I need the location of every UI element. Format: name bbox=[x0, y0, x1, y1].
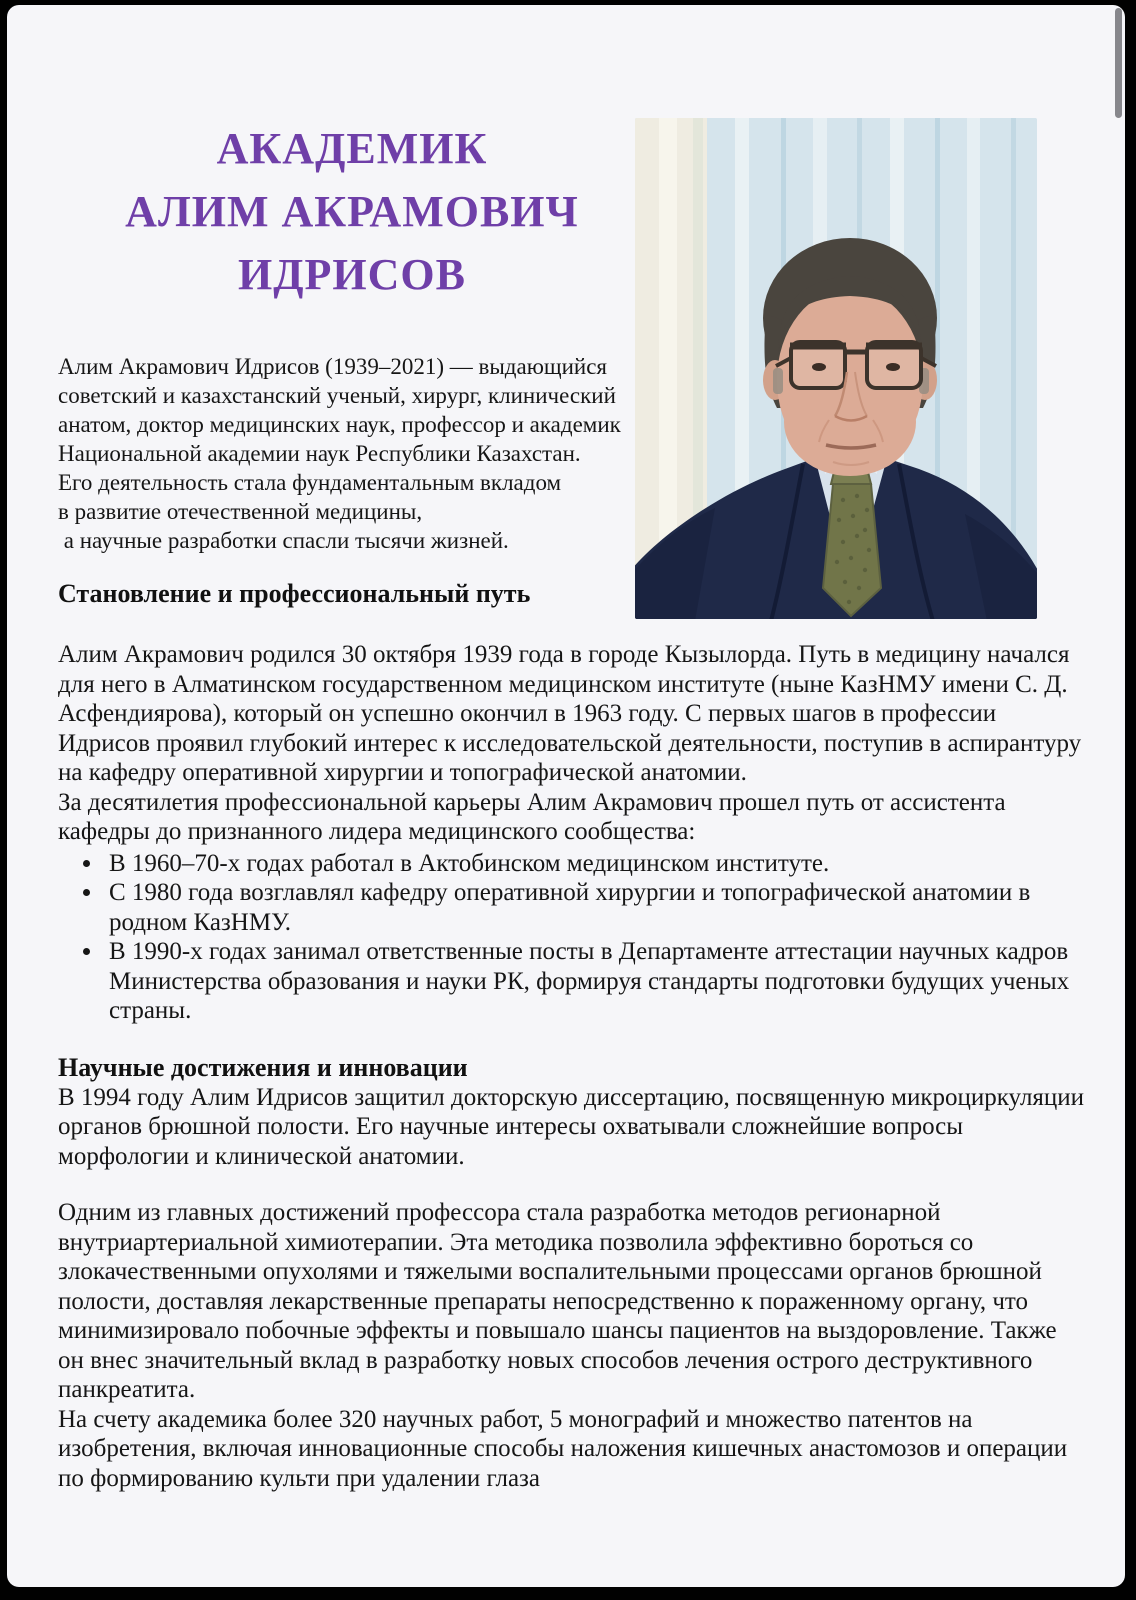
intro-line: Алим Акрамович Идрисов (1939–2021) — выдающийся bbox=[58, 354, 608, 379]
paragraph-science-2: Одним из главных достижений профессора стала разработка методов регионарной внутриартериальной химиотерапии. Эта методика позволила эффективно бороться со злокачественными опухолями и тяжелыми воспалительными процессами органов брюшной полости, доставляя лекарственные препараты непосредственно к пораженному органу, что минимизировало побочные эффекты и повышало шансы пациентов на выздоровление. Также он внес значительный вклад в разработку новых способов лечения острого деструктивного панкреатита. bbox=[58, 1199, 1057, 1403]
section-heading-career: Становление и профессиональный путь bbox=[58, 579, 531, 608]
intro-line: в развитие отечественной медицины, bbox=[58, 499, 423, 524]
vertical-scrollbar-thumb[interactable] bbox=[1115, 8, 1122, 118]
portrait-photo-art bbox=[635, 118, 1037, 619]
paragraph-science-3: На счету академика более 320 научных работ, 5 монографий и множество патентов на изобретения, включая инновационные способы наложения кишечных анастомозов и операции по формированию культи при удалении глаза bbox=[58, 1405, 1068, 1492]
paragraph-science-1: В 1994 году Алим Идрисов защитил докторскую диссертацию, посвященную микроциркуляции органов брюшной полости. Его научные интересы охватывали сложнейшие вопросы морфологии и клинической анатомии. bbox=[58, 1083, 1085, 1170]
intro-paragraph bbox=[58, 352, 628, 555]
document-page bbox=[7, 5, 1125, 1587]
page-title-line: АЛИМ АКРАМОВИЧ bbox=[125, 187, 579, 236]
section-heading-science: Научные достижения и инновации bbox=[58, 1052, 468, 1082]
intro-line: а научные разработки спасли тысячи жизней. bbox=[58, 528, 509, 553]
portrait-photo bbox=[635, 118, 1037, 619]
page-title bbox=[52, 117, 652, 306]
intro-line: советский и казахстанский ученый, хирург, клинический bbox=[58, 383, 616, 408]
intro-line: Национальной академии наук Республики Казахстан. bbox=[58, 441, 581, 466]
career-bullet-list bbox=[58, 849, 1088, 1026]
page-title-line: АКАДЕМИК bbox=[216, 124, 488, 173]
list-item: • В 1960–70-х годах работал в Актобинском медицинском институте. bbox=[104, 849, 1088, 879]
list-item: • В 1990-х годах занимал ответственные посты в Департаменте аттестации научных кадров Министерства образования и науки РК, формируя стандарты подготовки будущих ученых страны. bbox=[104, 937, 1088, 1026]
paragraph-career-1: Алим Акрамович родился 30 октября 1939 года в городе Кызылорда. Путь в медицину начался для него в Алматинском государственном медицинском институте (ныне КазНМУ имени С. Д. Асфендиярова), который он успешно окончил в 1963 году. С первых шагов в профессии Идрисов проявил глубокий интерес к исследовательской деятельности, поступив в аспирантуру на кафедру оперативной хирургии и топографической анатомии. bbox=[58, 641, 1082, 786]
body-text bbox=[58, 640, 1088, 1493]
paragraph-career-2: За десятилетия профессиональной карьеры Алим Акрамович прошел путь от ассистента кафедры до признанного лидера медицинского сообщества: bbox=[58, 788, 1006, 845]
page-title-line: ИДРИСОВ bbox=[238, 250, 466, 299]
intro-line: анатом, доктор медицинских наук, профессор и академик bbox=[58, 412, 621, 437]
intro-line: Его деятельность стала фундаментальным вкладом bbox=[58, 470, 562, 495]
list-item: • С 1980 года возглавлял кафедру оперативной хирургии и топографической анатомии в родном КазНМУ. bbox=[104, 878, 1088, 937]
